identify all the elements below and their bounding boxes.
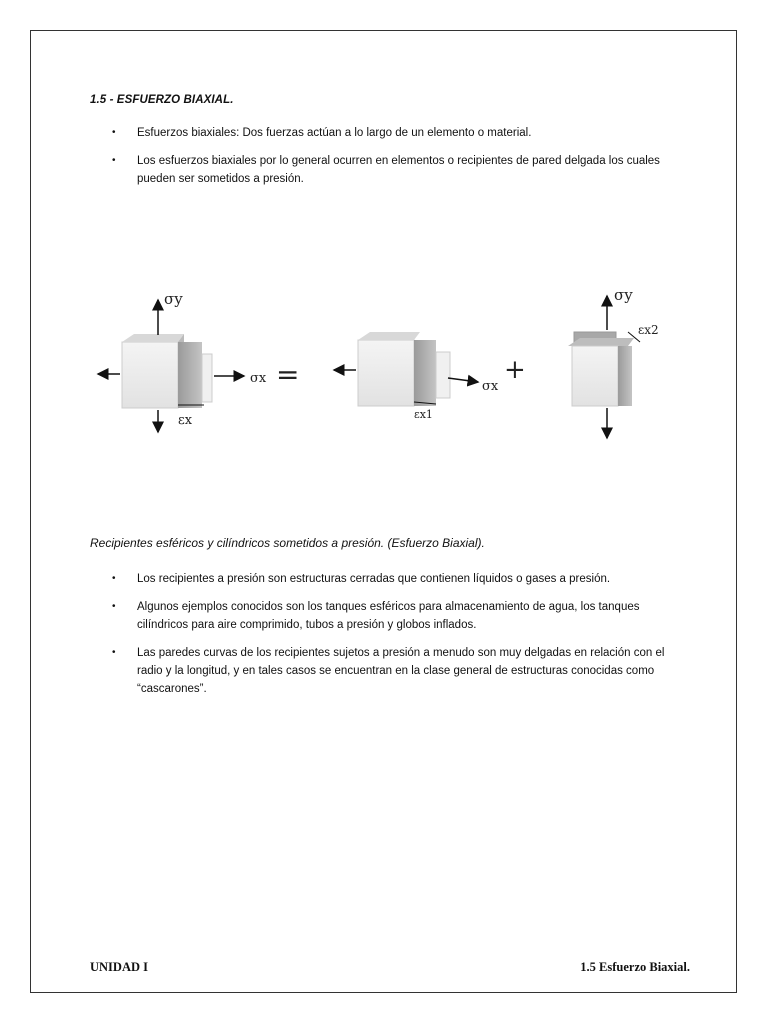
bullet-item: • Los recipientes a presión son estructuras cerradas que contienen líquidos o gases a presión.	[112, 570, 682, 588]
plus-sign: +	[504, 355, 526, 385]
sigma-y-label: σy	[614, 286, 633, 304]
epsilon-x2-label: εx2	[638, 323, 659, 337]
subsection-heading: Recipientes esféricos y cilíndricos sometidos a presión. (Esfuerzo Biaxial).	[90, 536, 485, 550]
epsilon-x1-label: εx1	[414, 408, 433, 421]
biaxial-stress-diagram	[80, 270, 700, 460]
sigma-y-label: σy	[164, 290, 183, 308]
x-stress-element	[334, 332, 526, 421]
section-heading: 1.5 - ESFUERZO BIAXIAL.	[90, 94, 234, 106]
bullet-item: • Algunos ejemplos conocidos son los tanques esféricos para almacenamiento de agua, los tanques cilíndricos para aire comprimido, tubos a presión y globos inflados.	[112, 598, 682, 634]
sigma-x-label: σx	[482, 379, 499, 394]
footer-section-title: 1.5 Esfuerzo Biaxial.	[580, 960, 690, 974]
combined-element	[98, 290, 299, 432]
y-stress-element	[568, 286, 659, 438]
subsection-bullet-list	[112, 570, 682, 708]
section-bullet-list	[112, 124, 682, 198]
sigma-x-label: σx	[250, 371, 267, 386]
bullet-item: • Los esfuerzos biaxiales por lo general ocurren en elementos o recipientes de pared delgada los cuales pueden ser sometidos a presión.	[112, 152, 682, 188]
bullet-item: • Esfuerzos biaxiales: Dos fuerzas actúan a lo largo de un elemento o material.	[112, 124, 682, 142]
bullet-item: • Las paredes curvas de los recipientes sujetos a presión a menudo son muy delgadas en relación con el radio y la longitud, y en tales casos se encuentran en la clase general de estructuras conocidas como “cascarones”.	[112, 644, 682, 698]
footer-unit: UNIDAD I	[90, 960, 148, 974]
epsilon-x-label: εx	[178, 413, 193, 428]
equals-sign: =	[276, 358, 300, 391]
